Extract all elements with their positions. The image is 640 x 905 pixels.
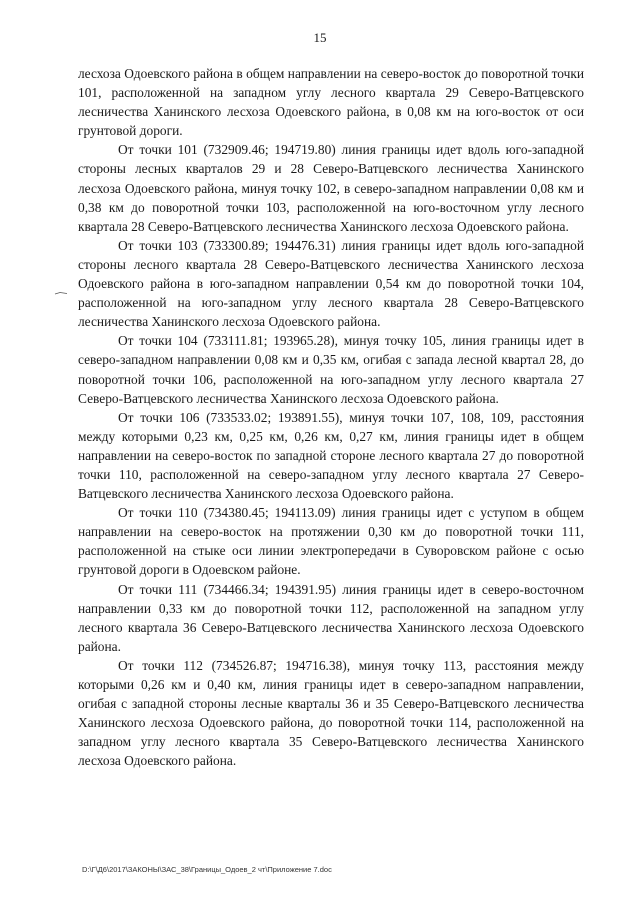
document-body xyxy=(78,64,584,770)
paragraph-point-112: От точки 112 (734526.87; 194716.38), минуя точку 113, расстояния между которыми 0,26 км и 0,40 км, линия границы идет в северо-западном направлении, огибая с западной стороны лесные кварталы 36 и 35 Северо-Ватцевского лесничества Ханинского лесхоза Одоевского района, до поворотной точки 114, расположенной на западном углу лесного квартала 35 Северо-Ватцевского лесничества Ханинского лесхоза Одоевского района. xyxy=(78,657,584,769)
paragraph-point-103: От точки 103 (733300.89; 194476.31) линия границы идет вдоль юго-западной стороны лесного квартала 28 Северо-Ватцевского лесничества Ханинского лесхоза Одоевского района в юго-западном направлении 0,54 км до поворотной точки 104, расположенной на юго-западном углу лесного квартала 28 Северо-Ватцевского лесничества Ханинского лесхоза Одоевского района. xyxy=(78,237,584,330)
margin-pen-mark xyxy=(54,291,68,295)
footer-file-path: D:\Г\Д6\2017\ЗАКОНЫ\ЗАС_38\Границы_Одоев_2 чт\Приложение 7.doc xyxy=(82,865,332,874)
page-number: 15 xyxy=(313,30,327,45)
paragraph-point-104: От точки 104 (733111.81; 193965.28), минуя точку 105, линия границы идет в северо-западном направлении 0,08 км и 0,35 км, огибая с запада лесной квартал 28, до поворотной точки 106, расположенной на юго-западном углу лесного квартала 27 Северо-Ватцевского лесничества Ханинского лесхоза Одоевского района. xyxy=(78,333,584,406)
paragraph-point-110: От точки 110 (734380.45; 194113.09) линия границы идет с уступом в общем направлении на северо-восток на протяжении 0,30 км до поворотной точки 111, расположенной на стыке оси линии электропередачи в Суворовском районе с осью грунтовой дороги в Одоевском районе. xyxy=(78,505,584,578)
paragraph-point-111: От точки 111 (734466.34; 194391.95) линия границы идет в северо-восточном направлении 0,33 км до поворотной точки 112, расположенной на западном углу лесного квартала 36 Северо-Ватцевского лесничества Ханинского лесхоза Одоевского района. xyxy=(78,581,584,654)
paragraph-point-101: От точки 101 (732909.46; 194719.80) линия границы идет вдоль юго-западной стороны лесных кварталов 29 и 28 Северо-Ватцевского лесничества Ханинского лесхоза Одоевского района, минуя точку 102, в северо-западном направлении 0,08 км и 0,38 км до поворотной точки 103, расположенной на юго-восточном углу лесного квартала 28 Северо-Ватцевского лесничества Ханинского лесхоза Одоевского района. xyxy=(78,142,584,234)
paragraph-continuation: лесхоза Одоевского района в общем направлении на северо-восток до поворотной точки 101, расположенной на западном углу лесного квартала 29 Северо-Ватцевского лесничества Ханинского лесхоза Одоевского района, в 0,08 км на юго-восток от оси грунтовой дороги. xyxy=(78,66,584,139)
paragraph-point-106: От точки 106 (733533.02; 193891.55), минуя точки 107, 108, 109, расстояния между которыми 0,23 км, 0,25 км, 0,26 км, 0,27 км, линия границы идет в общем направлении на северо-восток по западной стороне лесного квартала 27 до поворотной точки 110, расположенной на северо-западном углу лесного квартала 27 Северо-Ватцевского лесничества Ханинского лесхоза Одоевского района. xyxy=(78,409,584,502)
